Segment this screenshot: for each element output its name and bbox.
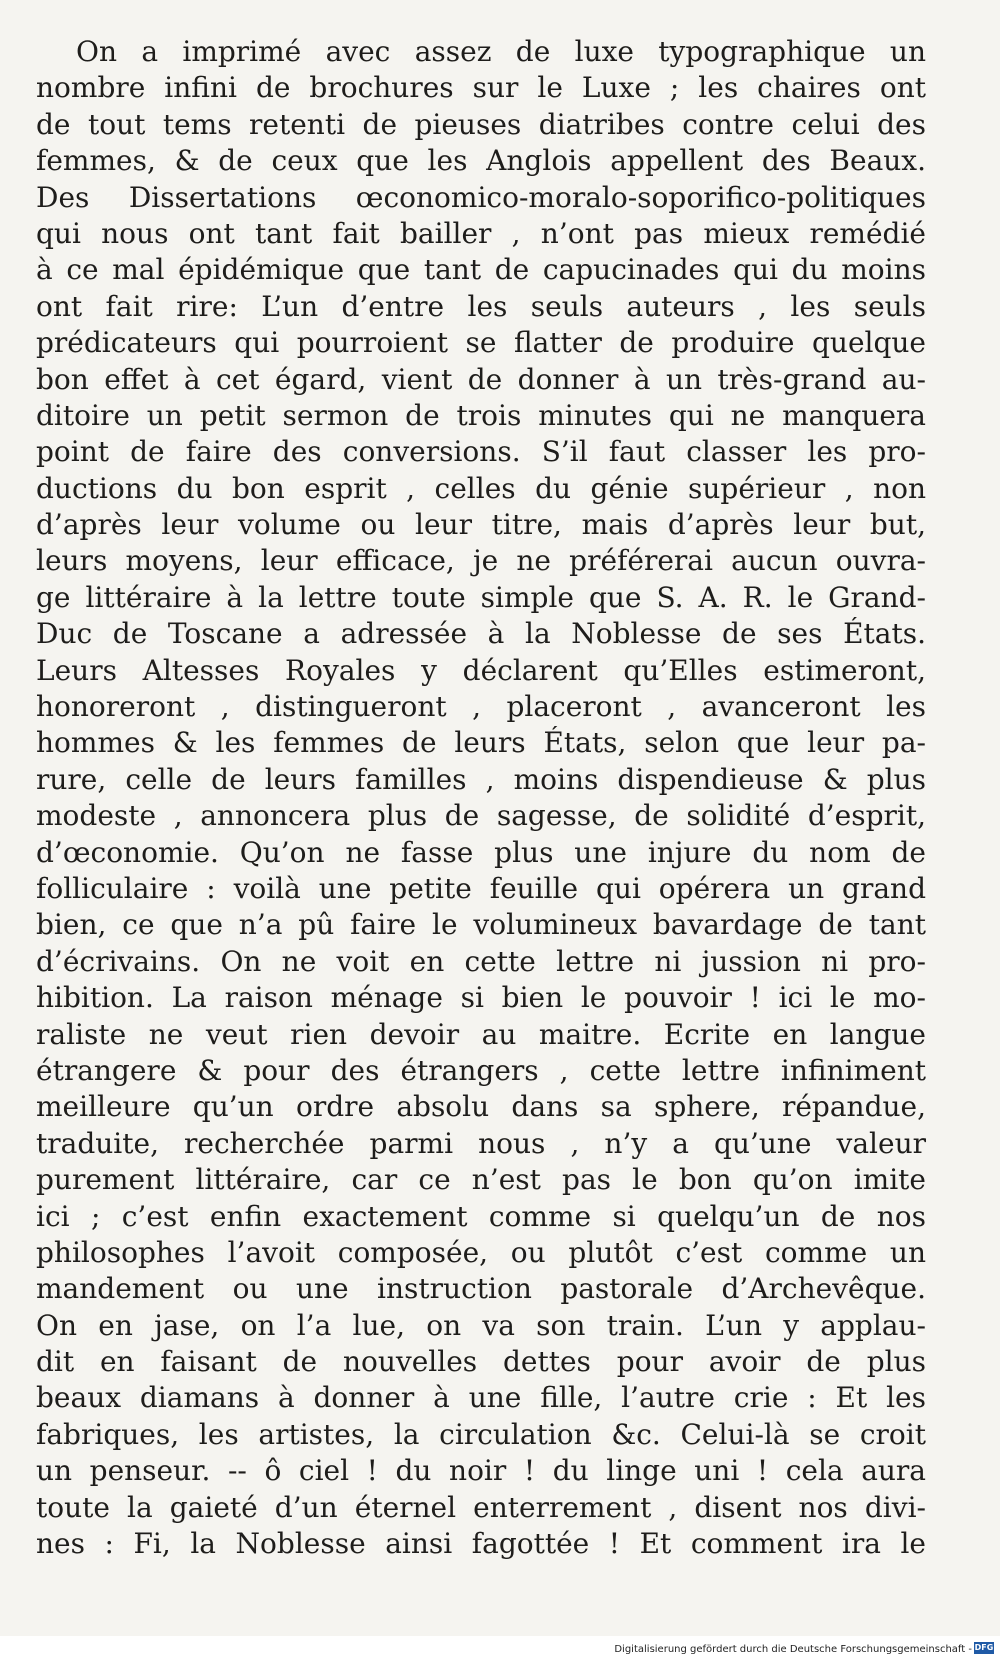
text-line: honoreront , distingueront , placeront , avanceront les: [36, 690, 926, 724]
body-text: [36, 34, 926, 1562]
text-line: mandement ou une instruction pastorale d’Archevêque.: [36, 1272, 926, 1306]
text-line: traduite, recherchée parmi nous , n’y a qu’une valeur: [36, 1126, 926, 1160]
text-line: meilleure qu’un ordre absolu dans sa sphere, répandue,: [36, 1090, 926, 1124]
text-line: bien, ce que n’a pû faire le volumineux bavardage de tant: [36, 908, 926, 942]
text-line: Leurs Altesses Royales y déclarent qu’Elles estimeront,: [36, 653, 926, 687]
text-line: d’écrivains. On ne voit en cette lettre ni jussion ni pro-: [36, 944, 926, 978]
text-line: prédicateurs qui pourroient se flatter de produire quelque: [36, 326, 926, 360]
text-line: On a imprimé avec assez de luxe typographique un: [76, 35, 926, 68]
text-line: leurs moyens, leur efficace, je ne préférerai aucun ouvra-: [36, 544, 926, 578]
text-line: ge littéraire à la lettre toute simple que S. A. R. le Grand-: [36, 580, 926, 614]
text-line: de tout tems retenti de pieuses diatribes contre celui des: [36, 107, 926, 141]
text-line: d’œconomie. Qu’on ne fasse plus une injure du nom de: [36, 835, 926, 869]
text-line: Duc de Toscane a adressée à la Noblesse de ses États.: [36, 617, 926, 651]
text-line: point de faire des conversions. S’il faut classer les pro-: [36, 435, 926, 469]
text-line: rure, celle de leurs familles , moins dispendieuse & plus: [36, 762, 926, 796]
text-line: un penseur. -- ô ciel ! du noir ! du linge uni ! cela aura: [36, 1454, 926, 1488]
text-line: à ce mal épidémique que tant de capucinades qui du moins: [36, 253, 926, 287]
text-line: philosophes l’avoit composée, ou plutôt c’est comme un: [36, 1235, 926, 1269]
text-line: femmes, & de ceux que les Anglois appellent des Beaux.: [36, 144, 926, 178]
text-line: toute la gaieté d’un éternel enterrement , disent nos divi-: [36, 1490, 926, 1524]
digitization-credit: Digitalisierung gefördert durch die Deutsche Forschungsgemeinschaft -: [614, 1644, 972, 1655]
text-line: beaux diamans à donner à une fille, l’autre crie : Et les: [36, 1381, 926, 1415]
text-line: modeste , annoncera plus de sagesse, de solidité d’esprit,: [36, 799, 926, 833]
text-line: ditoire un petit sermon de trois minutes qui ne manquera: [36, 398, 926, 432]
dfg-logo: DFG: [974, 1643, 994, 1652]
text-line: nes : Fi, la Noblesse ainsi fagottée ! Et comment ira le: [36, 1527, 926, 1561]
text-line: dit en faisant de nouvelles dettes pour avoir de plus: [36, 1345, 926, 1379]
text-line: d’après leur volume ou leur titre, mais d’après leur but,: [36, 508, 926, 542]
text-line: étrangere & pour des étrangers , cette lettre infiniment: [36, 1053, 926, 1087]
text-line: ductions du bon esprit , celles du génie supérieur , non: [36, 471, 926, 505]
text-line: folliculaire : voilà une petite feuille qui opérera un grand: [36, 871, 926, 905]
text-line: ici ; c’est enfin exactement comme si quelqu’un de nos: [36, 1199, 926, 1233]
text-line: Des Dissertations œconomico-moralo-soporifico-politiques: [36, 180, 926, 214]
text-line: hommes & les femmes de leurs États, selon que leur pa-: [36, 726, 926, 760]
text-line: ont fait rire: L’un d’entre les seuls auteurs , les seuls: [36, 289, 926, 323]
text-line: nombre infini de brochures sur le Luxe ; les chaires ont: [36, 71, 926, 105]
text-line: fabriques, les artistes, la circulation &c. Celui-là se croit: [36, 1417, 926, 1451]
text-line: raliste ne veut rien devoir au maitre. Ecrite en langue: [36, 1017, 926, 1051]
text-line: purement littéraire, car ce n’est pas le bon qu’on imite: [36, 1163, 926, 1197]
text-line: hibition. La raison ménage si bien le pouvoir ! ici le mo-: [36, 981, 926, 1015]
text-line: qui nous ont tant fait bailler , n’ont pas mieux remédié: [36, 216, 926, 250]
text-line: On en jase, on l’a lue, on va son train. L’un y applau-: [36, 1308, 926, 1342]
text-line: bon effet à cet égard, vient de donner à un très-grand au-: [36, 362, 926, 396]
